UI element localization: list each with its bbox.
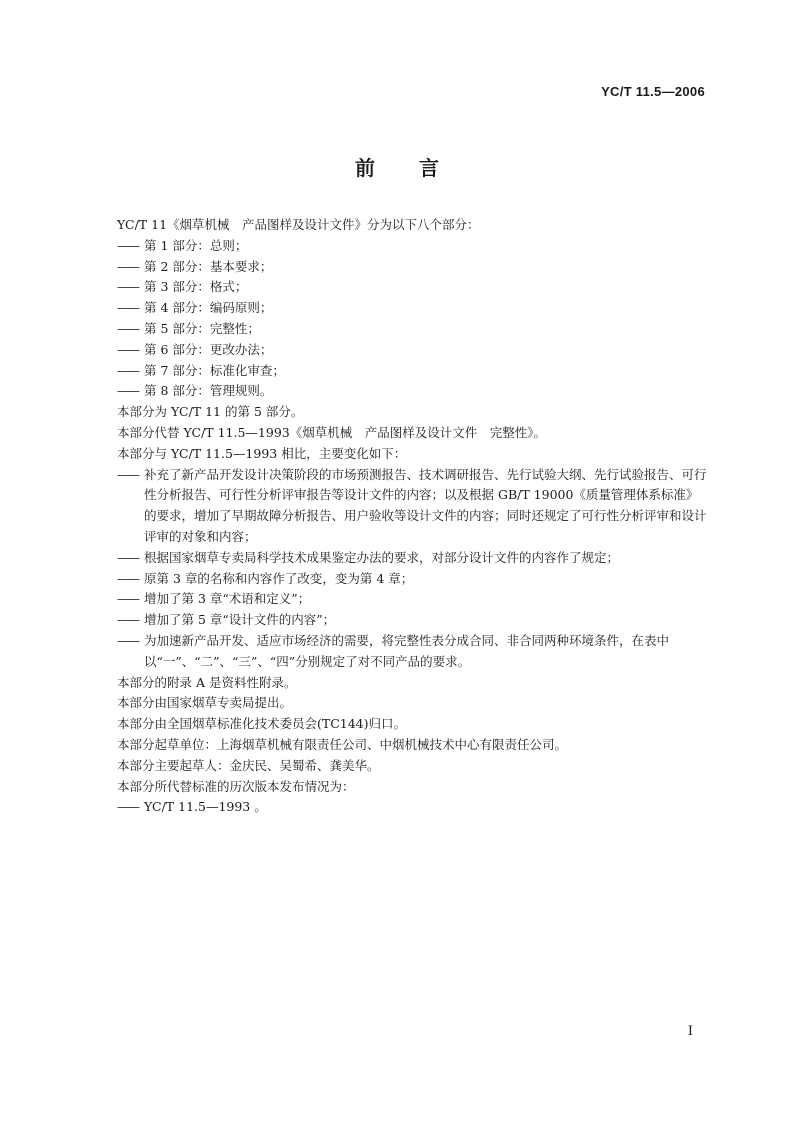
list-item [117, 797, 707, 818]
dash-mark: —— [117, 466, 138, 482]
list-item-text: 增加了第 3 章“术语和定义”； [144, 591, 311, 607]
list-item-text: 补充了新产品开发设计决策阶段的市场预测报告、技术调研报告、先行试验大纲、先行试验报告、可行性分析报告、可行性分析评审报告等设计文件的内容；以及根据 GB/T 19000《质量管理体系标准》的要求，增加了早期故障分析报告、用户验收等设计文件的内容；同时还规定了可行性分析评审和设计评审的对象和内容； [144, 466, 707, 544]
paragraph: 本部分主要起草人：金庆民、吴蜀希、龚美华。 [117, 757, 380, 773]
dash-mark: —— [117, 362, 138, 378]
list-item [117, 381, 707, 402]
changes-list [117, 465, 707, 673]
list-item-text: 原第 3 章的名称和内容作了改变，变为第 4 章； [144, 570, 414, 586]
list-item [117, 548, 707, 569]
list-item-text: 第 5 部分：完整性； [144, 320, 260, 336]
list-item-text: 第 7 部分：标准化审查； [144, 362, 285, 378]
dash-mark: —— [117, 258, 138, 274]
list-item [117, 569, 707, 590]
dash-mark: —— [117, 383, 138, 399]
list-item-text: 根据国家烟草专卖局科学技术成果鉴定办法的要求，对部分设计文件的内容作了规定； [144, 549, 620, 565]
dash-mark: —— [117, 549, 138, 565]
dash-mark: —— [117, 570, 138, 586]
list-item [117, 340, 707, 361]
dash-mark: —— [117, 632, 138, 648]
paragraph: 本部分所代替标准的历次版本发布情况为： [117, 778, 355, 794]
paragraph: 本部分由国家烟草专卖局提出。 [117, 695, 293, 711]
list-item [117, 257, 707, 278]
standard-code: YC/T 11.5—2006 [601, 84, 705, 99]
list-item-text: 第 2 部分：基本要求； [144, 258, 273, 274]
paragraph: 本部分起草单位：上海烟草机械有限责任公司、中烟机械技术中心有限责任公司。 [117, 736, 568, 752]
history-list [117, 797, 707, 818]
list-item [117, 631, 707, 673]
list-item [117, 361, 707, 382]
paragraph: 本部分的附录 A 是资料性附录。 [117, 674, 297, 690]
dash-mark: —— [117, 612, 138, 628]
paragraph: 本部分代替 YC/T 11.5—1993《烟草机械 产品图样及设计文件 完整性》。 [117, 424, 546, 440]
list-item [117, 277, 707, 298]
list-item-text: 为加速新产品开发、适应市场经济的需要，将完整性表分成合同、非合同两种环境条件，在表中以“一”、“二”、“三”、“四”分别规定了对不同产品的要求。 [144, 632, 670, 669]
list-item-text: 第 1 部分：总则； [144, 237, 248, 253]
list-item-text: 第 3 部分：格式； [144, 279, 248, 295]
dash-mark: —— [117, 320, 138, 336]
dash-mark: —— [117, 799, 138, 815]
list-item [117, 589, 707, 610]
list-item-text: 第 6 部分：更改办法； [144, 341, 273, 357]
list-item [117, 465, 707, 548]
paragraph: 本部分与 YC/T 11.5—1993 相比，主要变化如下： [117, 445, 407, 461]
list-item [117, 319, 707, 340]
dash-mark: —— [117, 279, 138, 295]
list-item-text: 增加了第 5 章“设计文件的内容”； [144, 612, 336, 628]
document-body [117, 215, 707, 818]
paragraph: 本部分为 YC/T 11 的第 5 部分。 [117, 404, 304, 420]
dash-mark: —— [117, 300, 138, 316]
list-item [117, 298, 707, 319]
dash-mark: —— [117, 591, 138, 607]
page-title: 前言 [355, 156, 483, 180]
dash-mark: —— [117, 237, 138, 253]
list-item [117, 610, 707, 631]
page-number: I [687, 1024, 693, 1039]
paragraph: 本部分由全国烟草标准化技术委员会(TC144)归口。 [117, 716, 407, 732]
list-item-text: 第 4 部分：编码原则； [144, 300, 273, 316]
dash-mark: —— [117, 341, 138, 357]
list-item-text: 第 8 部分：管理规则。 [144, 383, 273, 399]
list-item-text: YC/T 11.5—1993 。 [144, 799, 267, 815]
intro-paragraph: YC/T 11《烟草机械 产品图样及设计文件》分为以下八个部分： [117, 217, 480, 232]
parts-list [117, 236, 707, 402]
list-item [117, 236, 707, 257]
